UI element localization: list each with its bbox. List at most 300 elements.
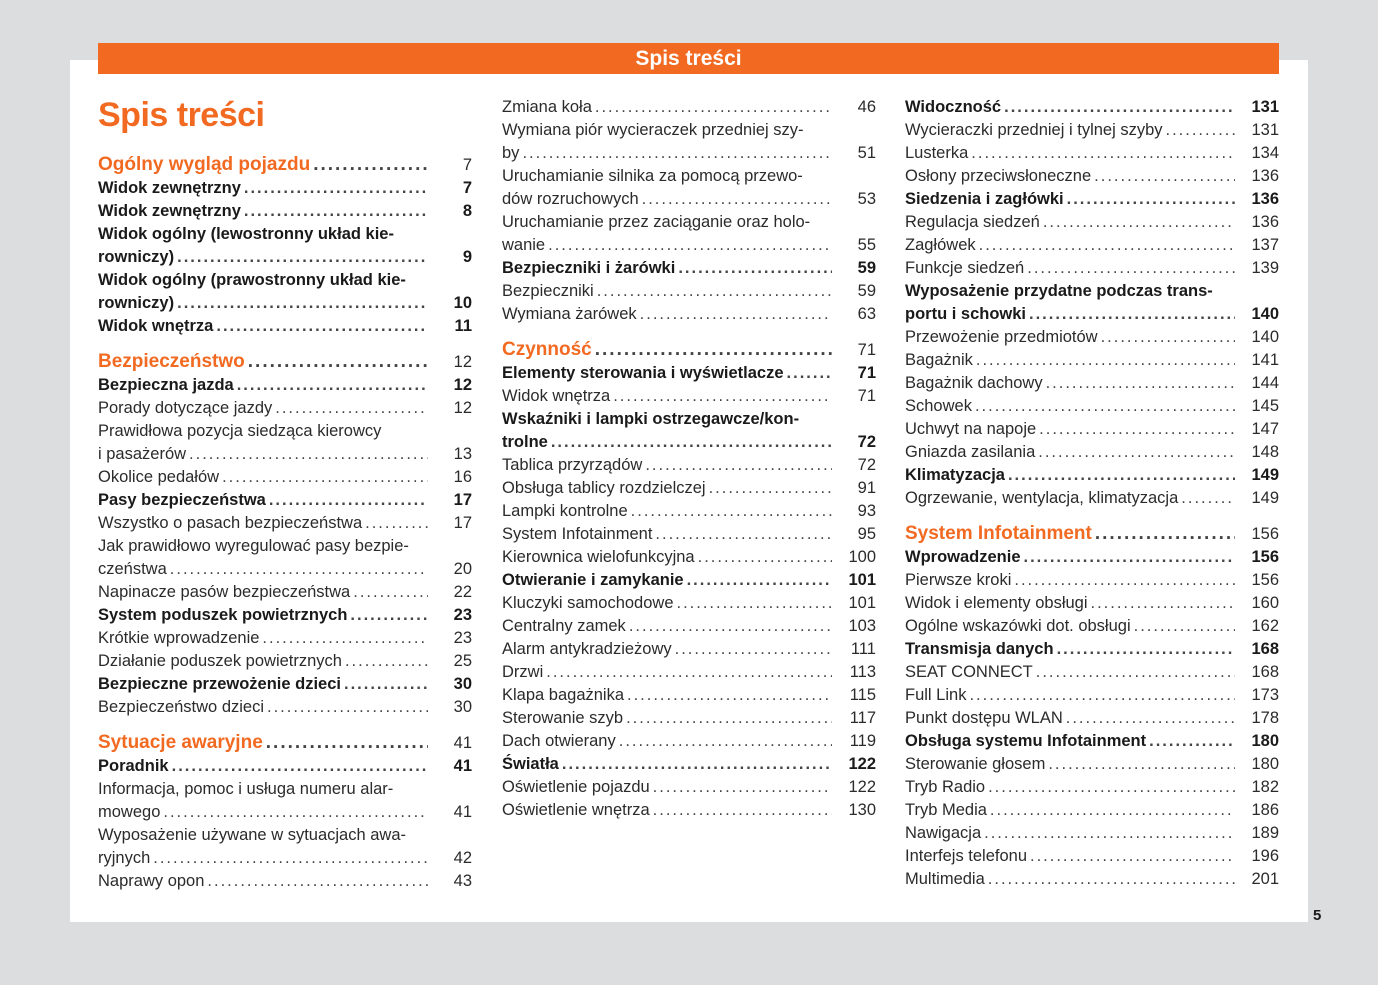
- toc-entry-text: Informacja, pomoc i usługa numeru alar-: [98, 780, 394, 798]
- toc-column-3: [905, 96, 1279, 891]
- toc-page-number: 180: [1251, 732, 1279, 750]
- toc-entry-text: Wymiana żarówek: [502, 305, 637, 323]
- toc-page-number: 122: [848, 778, 876, 796]
- dot-leader: [976, 349, 1235, 372]
- dot-leader: [1134, 615, 1235, 638]
- toc-entry-text: mowego: [98, 803, 161, 821]
- toc-entry[interactable]: [905, 592, 1279, 615]
- toc-entry-text: Działanie poduszek powietrznych: [98, 652, 342, 670]
- toc-page-number: 156: [1251, 571, 1279, 589]
- toc-entry[interactable]: [905, 372, 1279, 395]
- toc-entry[interactable]: [905, 546, 1279, 569]
- toc-entry[interactable]: [905, 868, 1279, 891]
- toc-entry-text: by: [502, 144, 520, 162]
- toc-entry-text: Sterowanie głosem: [905, 755, 1046, 773]
- toc-entry[interactable]: [905, 753, 1279, 776]
- toc-entry-text: Klapa bagażnika: [502, 686, 625, 704]
- toc-entry[interactable]: [98, 581, 472, 604]
- page-title: Spis treści: [98, 96, 265, 134]
- dot-leader: [365, 512, 428, 535]
- dot-leader: [269, 489, 428, 512]
- toc-section-heading[interactable]: [905, 522, 1279, 546]
- toc-entry-text: Full Link: [905, 686, 967, 704]
- dot-leader: [1029, 303, 1235, 326]
- dot-leader: [313, 153, 428, 176]
- toc-page-number: 139: [1251, 259, 1279, 277]
- toc-entry[interactable]: [502, 684, 876, 707]
- dot-leader: [687, 569, 832, 592]
- toc-entry[interactable]: [98, 755, 472, 778]
- toc-entry[interactable]: [98, 466, 472, 489]
- dot-leader: [645, 454, 832, 477]
- toc-entry[interactable]: [502, 257, 876, 280]
- dot-leader: [653, 776, 832, 799]
- toc-page-number: 9: [462, 248, 472, 266]
- toc-entry-text: Bezpieczeństwo dzieci: [98, 698, 264, 716]
- toc-entry-text: Widok i elementy obsługi: [905, 594, 1088, 612]
- toc-page-number: 141: [1251, 351, 1279, 369]
- dot-leader: [988, 776, 1235, 799]
- toc-entry-text: Przewożenie przedmiotów: [905, 328, 1098, 346]
- dot-leader: [619, 730, 832, 753]
- toc-entry[interactable]: [502, 303, 876, 326]
- toc-entry[interactable]: [502, 546, 876, 569]
- toc-page-number: 189: [1251, 824, 1279, 842]
- toc-page-number: 71: [857, 364, 876, 382]
- dot-leader: [698, 546, 832, 569]
- toc-page-number: 72: [857, 433, 876, 451]
- toc-entry-text: Bezpieczeństwo: [98, 351, 245, 372]
- toc-entry-text: Uruchamianie silnika za pomocą przewo-: [502, 167, 803, 185]
- toc-entry-text: Gniazda zasilania: [905, 443, 1036, 461]
- toc-entry[interactable]: [502, 661, 876, 684]
- dot-leader: [170, 558, 428, 581]
- toc-entry[interactable]: [905, 395, 1279, 418]
- toc-entry[interactable]: [502, 362, 876, 385]
- toc-section-heading[interactable]: [502, 338, 876, 362]
- toc-entry-text: Centralny zamek: [502, 617, 626, 635]
- toc-page-number: 168: [1251, 640, 1279, 658]
- toc-entry-text: Czynność: [502, 339, 592, 360]
- toc-page-number: 131: [1251, 98, 1279, 116]
- toc-entry[interactable]: [98, 604, 472, 627]
- toc-entry[interactable]: [502, 119, 876, 165]
- dot-leader: [1048, 753, 1235, 776]
- toc-page-number: 53: [857, 190, 876, 208]
- toc-page-number: 43: [453, 872, 472, 890]
- toc-entry-text: Poradnik: [98, 757, 169, 775]
- dot-leader: [1004, 96, 1235, 119]
- toc-entry[interactable]: [905, 684, 1279, 707]
- dot-leader: [1043, 211, 1235, 234]
- toc-page-number: 10: [453, 294, 472, 312]
- toc-entry-text: Widok ogólny (prawostronny układ kie-: [98, 271, 406, 289]
- toc-entry-text: rowniczy): [98, 248, 175, 266]
- toc-entry[interactable]: [98, 315, 472, 338]
- dot-leader: [653, 799, 832, 822]
- toc-entry[interactable]: [905, 165, 1279, 188]
- toc-page-number: 149: [1251, 466, 1279, 484]
- toc-entry[interactable]: [502, 280, 876, 303]
- toc-entry-text: Tryb Radio: [905, 778, 986, 796]
- dot-leader: [522, 142, 832, 165]
- dot-leader: [177, 246, 428, 269]
- toc-entry-text: Uruchamianie przez zaciąganie oraz holo-: [502, 213, 811, 231]
- toc-entry[interactable]: [905, 188, 1279, 211]
- toc-entry-text: Bezpieczne przewożenie dzieci: [98, 675, 341, 693]
- toc-entry[interactable]: [98, 512, 472, 535]
- toc-page-number: 11: [454, 317, 472, 335]
- toc-entry-text: Transmisja danych: [905, 640, 1054, 658]
- toc-page-number: 91: [857, 479, 876, 497]
- toc-entry-text: Funkcje siedzeń: [905, 259, 1025, 277]
- toc-entry-text: Bezpieczniki: [502, 282, 594, 300]
- toc-entry-text: Krótkie wprowadzenie: [98, 629, 260, 647]
- toc-entry[interactable]: [502, 615, 876, 638]
- toc-entry[interactable]: [905, 96, 1279, 119]
- toc-entry-text: czeństwa: [98, 560, 167, 578]
- toc-page-number: 113: [849, 663, 876, 681]
- toc-page-number: 182: [1251, 778, 1279, 796]
- page-number: 5: [1313, 907, 1322, 924]
- toc-page-number: 111: [850, 640, 876, 658]
- toc-page-number: 178: [1251, 709, 1279, 727]
- toc-entry-text: Sterowanie szyb: [502, 709, 624, 727]
- toc-entry[interactable]: [905, 638, 1279, 661]
- toc-entry[interactable]: [502, 753, 876, 776]
- toc-entry-text: Kierownica wielofunkcyjna: [502, 548, 695, 566]
- toc-entry-text: Alarm antykradzieżowy: [502, 640, 672, 658]
- dot-leader: [546, 661, 832, 684]
- toc-page-number: 42: [453, 849, 472, 867]
- toc-entry-text: Lampki kontrolne: [502, 502, 628, 520]
- dot-leader: [1057, 638, 1235, 661]
- toc-page-number: 103: [848, 617, 876, 635]
- dot-leader: [551, 431, 832, 454]
- toc-page-number: 41: [453, 757, 472, 775]
- toc-entry-text: Widok ogólny (lewostronny układ kie-: [98, 225, 394, 243]
- toc-entry-text: Obsługa tablicy rozdzielczej: [502, 479, 706, 497]
- header-band: Spis treści: [98, 43, 1279, 74]
- dot-leader: [597, 280, 832, 303]
- dot-leader: [1030, 845, 1235, 868]
- toc-entry-text: Wycieraczki przedniej i tylnej szyby: [905, 121, 1163, 139]
- dot-leader: [975, 395, 1235, 418]
- toc-entry-text: i pasażerów: [98, 445, 187, 463]
- toc-entry-text: rowniczy): [98, 294, 175, 312]
- toc-page-number: 71: [857, 387, 876, 405]
- toc-page-number: 30: [453, 698, 472, 716]
- toc-entry[interactable]: [98, 673, 472, 696]
- toc-page-number: 23: [453, 606, 472, 624]
- toc-entry[interactable]: [502, 523, 876, 546]
- toc-entry[interactable]: [98, 177, 472, 200]
- toc-entry-text: Prawidłowa pozycja siedząca kierowcy: [98, 422, 382, 440]
- dot-leader: [1101, 326, 1235, 349]
- toc-entry[interactable]: [502, 707, 876, 730]
- dot-leader: [353, 581, 428, 604]
- toc-page-number: 130: [848, 801, 876, 819]
- toc-entry[interactable]: [905, 822, 1279, 845]
- toc-entry[interactable]: [905, 441, 1279, 464]
- toc-entry-text: Nawigacja: [905, 824, 982, 842]
- toc-entry[interactable]: [98, 696, 472, 719]
- toc-entry-text: Napinacze pasów bezpieczeństwa: [98, 583, 351, 601]
- dot-leader: [677, 592, 833, 615]
- toc-entry-text: Oświetlenie wnętrza: [502, 801, 650, 819]
- toc-entry-text: Drzwi: [502, 663, 544, 681]
- toc-page-number: 115: [849, 686, 876, 704]
- toc-entry-text: Ogólny wygląd pojazdu: [98, 154, 311, 175]
- toc-entry[interactable]: [905, 326, 1279, 349]
- toc-entry[interactable]: [905, 464, 1279, 487]
- dot-leader: [1046, 372, 1235, 395]
- toc-page-number: 196: [1251, 847, 1279, 865]
- toc-entry[interactable]: [905, 142, 1279, 165]
- toc-entry[interactable]: [98, 489, 472, 512]
- toc-entry[interactable]: [98, 627, 472, 650]
- toc-entry[interactable]: [905, 487, 1279, 510]
- toc-entry-text: Wymiana piór wycieraczek przedniej szy-: [502, 121, 804, 139]
- toc-page-number: 147: [1251, 420, 1279, 438]
- dot-leader: [267, 696, 428, 719]
- toc-page-number: 149: [1251, 489, 1279, 507]
- toc-entry[interactable]: [502, 96, 876, 119]
- dot-leader: [969, 684, 1235, 707]
- toc-entry[interactable]: [502, 454, 876, 477]
- toc-entry-text: Wszystko o pasach bezpieczeństwa: [98, 514, 363, 532]
- toc-entry[interactable]: [905, 845, 1279, 868]
- toc-entry-text: Obsługa systemu Infotainment: [905, 732, 1147, 750]
- toc-entry[interactable]: [905, 799, 1279, 822]
- toc-page-number: 41: [453, 803, 472, 821]
- dot-leader: [1014, 569, 1235, 592]
- toc-entry[interactable]: [905, 119, 1279, 142]
- dot-leader: [979, 234, 1235, 257]
- toc-entry-text: Widok zewnętrzny: [98, 179, 241, 197]
- dot-leader: [627, 684, 832, 707]
- toc-entry-text: dów rozruchowych: [502, 190, 639, 208]
- toc-page-number: 162: [1251, 617, 1279, 635]
- toc-entry-text: portu i schowki: [905, 305, 1027, 323]
- toc-entry-text: Widok wnętrza: [502, 387, 611, 405]
- dot-leader: [216, 315, 428, 338]
- toc-page-number: 137: [1251, 236, 1279, 254]
- toc-entry[interactable]: [98, 824, 472, 870]
- toc-section-heading[interactable]: [98, 731, 472, 755]
- dot-leader: [984, 822, 1235, 845]
- toc-entry-text: Widok zewnętrzny: [98, 202, 241, 220]
- toc-entry-text: Światła: [502, 755, 559, 773]
- dot-leader: [595, 338, 832, 361]
- toc-page-number: 117: [849, 709, 876, 727]
- toc-entry-text: Wyposażenie używane w sytuacjach awa-: [98, 826, 406, 844]
- toc-entry[interactable]: [905, 569, 1279, 592]
- toc-entry-text: Elementy sterowania i wyświetlacze: [502, 364, 784, 382]
- dot-leader: [595, 96, 832, 119]
- toc-entry-text: Osłony przeciwsłoneczne: [905, 167, 1092, 185]
- dot-leader: [642, 188, 832, 211]
- toc-entry[interactable]: [905, 211, 1279, 234]
- toc-entry[interactable]: [98, 420, 472, 466]
- toc-page-number: 8: [462, 202, 472, 220]
- toc-page-number: 13: [453, 445, 472, 463]
- dot-leader: [678, 257, 832, 280]
- toc-entry[interactable]: [905, 776, 1279, 799]
- toc-page-number: 23: [453, 629, 472, 647]
- toc-page-number: 20: [453, 560, 472, 578]
- toc-page-number: 144: [1251, 374, 1279, 392]
- toc-page-number: 17: [453, 491, 472, 509]
- toc-page-number: 160: [1251, 594, 1279, 612]
- dot-leader: [1038, 441, 1235, 464]
- dot-leader: [1036, 661, 1235, 684]
- toc-page-number: 25: [453, 652, 472, 670]
- toc-entry-text: Widok wnętrza: [98, 317, 214, 335]
- dot-leader: [266, 731, 428, 754]
- toc-entry-text: Oświetlenie pojazdu: [502, 778, 650, 796]
- toc-page-number: 156: [1251, 525, 1279, 543]
- toc-page-number: 71: [857, 341, 876, 359]
- toc-page-number: 131: [1251, 121, 1279, 139]
- dot-leader: [189, 443, 428, 466]
- dot-leader: [172, 755, 428, 778]
- toc-section-heading[interactable]: [98, 153, 472, 177]
- toc-entry-text: Lusterka: [905, 144, 969, 162]
- toc-entry-text: System poduszek powietrznych: [98, 606, 348, 624]
- toc-entry[interactable]: [502, 569, 876, 592]
- toc-entry[interactable]: [905, 234, 1279, 257]
- toc-page-number: 17: [453, 514, 472, 532]
- dot-leader: [207, 870, 428, 893]
- toc-entry-text: Wyposażenie przydatne podczas trans-: [905, 282, 1213, 300]
- toc-entry-text: Siedzenia i zagłówki: [905, 190, 1064, 208]
- toc-page-number: 22: [453, 583, 472, 601]
- dot-leader: [1095, 522, 1235, 545]
- dot-leader: [629, 615, 832, 638]
- toc-entry[interactable]: [502, 211, 876, 257]
- dot-leader: [1039, 418, 1235, 441]
- toc-section-heading[interactable]: [98, 350, 472, 374]
- dot-leader: [787, 362, 832, 385]
- toc-page-number: 201: [1251, 870, 1279, 888]
- toc-entry[interactable]: [905, 661, 1279, 684]
- dot-leader: [163, 801, 428, 824]
- toc-entry[interactable]: [502, 477, 876, 500]
- toc-entry[interactable]: [905, 730, 1279, 753]
- dot-leader: [1091, 592, 1236, 615]
- toc-entry[interactable]: [98, 397, 472, 420]
- toc-entry[interactable]: [502, 592, 876, 615]
- toc-entry-text: Punkt dostępu WLAN: [905, 709, 1063, 727]
- toc-entry[interactable]: [502, 638, 876, 661]
- toc-page-number: 186: [1251, 801, 1279, 819]
- toc-page-number: 140: [1251, 328, 1279, 346]
- dot-leader: [1027, 257, 1235, 280]
- toc-entry-text: Pierwsze kroki: [905, 571, 1012, 589]
- toc-entry[interactable]: [905, 615, 1279, 638]
- dot-leader: [675, 638, 832, 661]
- dot-leader: [1066, 707, 1235, 730]
- toc-page-number: 95: [857, 525, 876, 543]
- dot-leader: [344, 673, 428, 696]
- toc-entry[interactable]: [502, 799, 876, 822]
- toc-entry-text: ryjnych: [98, 849, 151, 867]
- dot-leader: [988, 868, 1235, 891]
- toc-entry-text: Zagłówek: [905, 236, 976, 254]
- toc-entry[interactable]: [502, 385, 876, 408]
- toc-page-number: 55: [857, 236, 876, 254]
- toc-entry-text: System Infotainment: [502, 525, 653, 543]
- toc-entry[interactable]: [98, 269, 472, 315]
- toc-entry-text: Multimedia: [905, 870, 985, 888]
- toc-entry[interactable]: [98, 870, 472, 893]
- toc-entry[interactable]: [98, 374, 472, 397]
- dot-leader: [244, 177, 428, 200]
- toc-entry[interactable]: [905, 418, 1279, 441]
- toc-page-number: 145: [1251, 397, 1279, 415]
- toc-entry-text: Uchwyt na napoje: [905, 420, 1037, 438]
- toc-page-number: 119: [849, 732, 876, 750]
- toc-page-number: 63: [857, 305, 876, 323]
- toc-entry[interactable]: [502, 500, 876, 523]
- toc-entry-text: Bagażnik dachowy: [905, 374, 1043, 392]
- dot-leader: [971, 142, 1235, 165]
- toc-entry[interactable]: [905, 280, 1279, 326]
- toc-entry-text: Kluczyki samochodowe: [502, 594, 674, 612]
- dot-leader: [709, 477, 832, 500]
- toc-entry[interactable]: [502, 408, 876, 454]
- toc-entry[interactable]: [98, 778, 472, 824]
- toc-page-number: 136: [1251, 190, 1279, 208]
- toc-entry[interactable]: [98, 200, 472, 223]
- toc-entry[interactable]: [502, 776, 876, 799]
- toc-page-number: 173: [1251, 686, 1279, 704]
- toc-page-number: 12: [453, 353, 472, 371]
- toc-entry[interactable]: [502, 730, 876, 753]
- dot-leader: [237, 374, 428, 397]
- toc-page-number: 41: [453, 734, 472, 752]
- toc-page-number: 134: [1251, 144, 1279, 162]
- toc-page-number: 101: [848, 571, 876, 589]
- dot-leader: [631, 500, 832, 523]
- toc-page-number: 93: [857, 502, 876, 520]
- toc-entry-text: Ogólne wskazówki dot. obsługi: [905, 617, 1131, 635]
- toc-entry[interactable]: [98, 223, 472, 269]
- toc-entry[interactable]: [905, 707, 1279, 730]
- toc-entry-text: Pasy bezpieczeństwa: [98, 491, 266, 509]
- toc-entry[interactable]: [98, 535, 472, 581]
- toc-entry[interactable]: [98, 650, 472, 673]
- toc-entry-text: Bezpieczna jazda: [98, 376, 234, 394]
- toc-entry[interactable]: [502, 165, 876, 211]
- dot-leader: [613, 385, 832, 408]
- toc-entry[interactable]: [905, 349, 1279, 372]
- toc-entry-text: Bezpieczniki i żarówki: [502, 259, 676, 277]
- dot-leader: [562, 753, 832, 776]
- dot-leader: [990, 799, 1235, 822]
- toc-page-number: 100: [848, 548, 876, 566]
- dot-leader: [262, 627, 428, 650]
- toc-page-number: 46: [857, 98, 876, 116]
- toc-entry-text: Tryb Media: [905, 801, 987, 819]
- toc-entry[interactable]: [905, 257, 1279, 280]
- dot-leader: [1008, 464, 1235, 487]
- toc-entry-text: Otwieranie i zamykanie: [502, 571, 684, 589]
- dot-leader: [1094, 165, 1235, 188]
- toc-entry-text: Porady dotyczące jazdy: [98, 399, 273, 417]
- toc-entry-text: Dach otwierany: [502, 732, 616, 750]
